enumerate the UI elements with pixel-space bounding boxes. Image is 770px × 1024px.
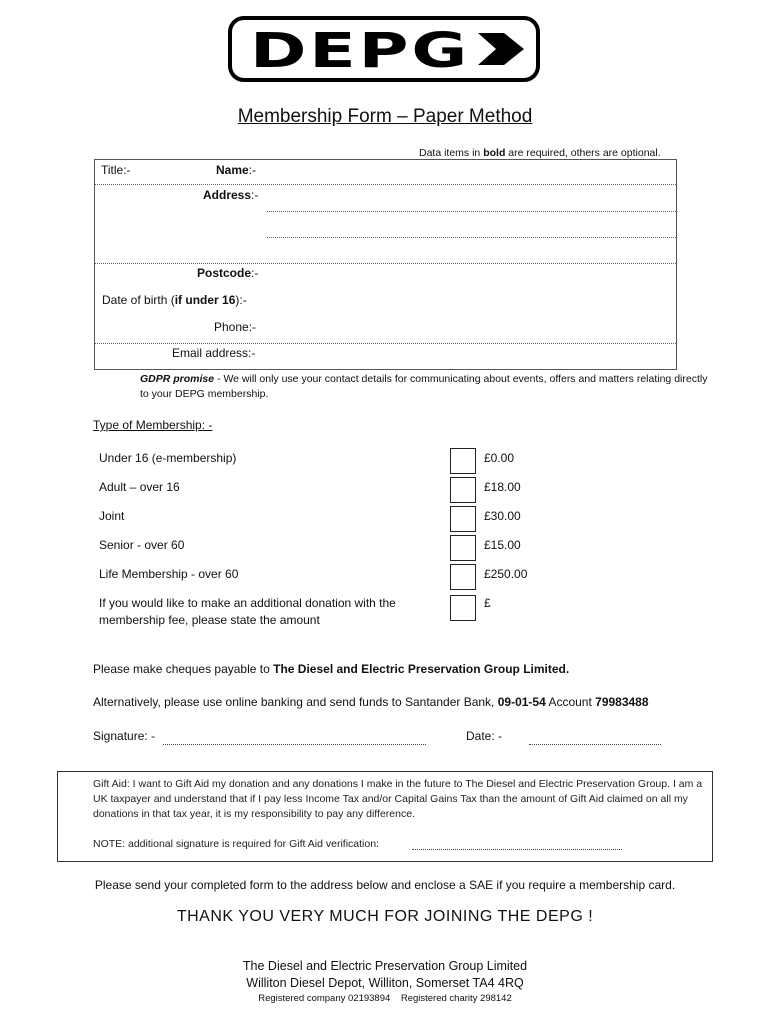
send-instructions: Please send your completed form to the address below and enclose a SAE if you require a membership card. [94,878,676,892]
membership-row-label: Life Membership - over 60 [99,567,239,581]
membership-checkbox-under16[interactable] [450,448,476,474]
gift-aid-text: Gift Aid: I want to Gift Aid my donation and any donations I make in the future to The Diesel and Electric Preservation Group. I am a UK taxpayer and understand that if I pay less Income Tax and/or Capital Gains Tax than the amount of Gift Aid claimed on all my donations in that tax year, it is my responsibility to pay any difference. [93,778,703,820]
depg-logo [228,16,540,82]
address-line-1[interactable] [267,211,676,212]
footer-address: Williton Diesel Depot, Williton, Somerset TA4 4RQ [246,976,524,990]
phone-label: Phone:- [214,320,257,334]
logo-text: DEPG [250,23,470,79]
membership-price: £0.00 [484,451,515,465]
membership-checkbox-adult[interactable] [450,477,476,503]
footer-registration: Registered company 02193894 Registered charity 298142 [258,993,512,1004]
signature-label: Signature: - [93,729,156,743]
signature-field[interactable] [163,744,426,745]
date-label: Date: - [466,729,503,743]
membership-checkbox-joint[interactable] [450,506,476,532]
membership-price: £15.00 [484,538,521,552]
membership-row-label: Senior - over 60 [99,538,185,552]
name-label: Name:- [216,163,257,177]
cheque-instructions: Please make cheques payable to The Diesel and Electric Preservation Group Limited. [93,662,570,676]
membership-checkbox-senior[interactable] [450,535,476,561]
title-label: Title:- [101,163,131,177]
membership-row-label: Adult – over 16 [99,480,180,494]
membership-price: £30.00 [484,509,521,523]
membership-price: £18.00 [484,480,521,494]
gift-aid-note: NOTE: additional signature is required for Gift Aid verification: [93,838,379,850]
address-label: Address:- [203,188,259,202]
gdpr-promise: GDPR promise - We will only use your contact details for communicating about events, offers and matters relating directly to your DEPG membership. [140,373,708,400]
required-note: Data items in bold are required, others are optional. [419,147,661,159]
membership-checkbox-donation[interactable] [450,595,476,621]
footer-org: The Diesel and Electric Preservation Group Limited [242,959,528,973]
gift-aid-signature-field[interactable] [412,849,622,850]
membership-row-label: Under 16 (e-membership) [99,451,237,465]
membership-price: £ [484,596,491,610]
membership-price: £250.00 [484,567,528,581]
membership-row-label: If you would like to make an additional donation with the membership fee, please state the amount [99,596,396,627]
email-label: Email address:- [172,346,256,360]
membership-row-label: Joint [99,509,125,523]
postcode-label: Postcode:- [197,266,259,280]
contact-details-box [94,159,677,370]
membership-type-heading: Type of Membership: - [93,418,213,432]
bank-instructions: Alternatively, please use online banking and send funds to Santander Bank, 09-01-54 Account 79983488 [93,695,649,709]
membership-checkbox-life[interactable] [450,564,476,590]
address-line-2[interactable] [267,237,676,238]
dob-label: Date of birth (if under 16):- [102,293,247,307]
form-title: Membership Form – Paper Method [237,106,533,127]
date-field[interactable] [529,744,661,745]
thank-you-message: THANK YOU VERY MUCH FOR JOINING THE DEPG ! [176,908,594,925]
